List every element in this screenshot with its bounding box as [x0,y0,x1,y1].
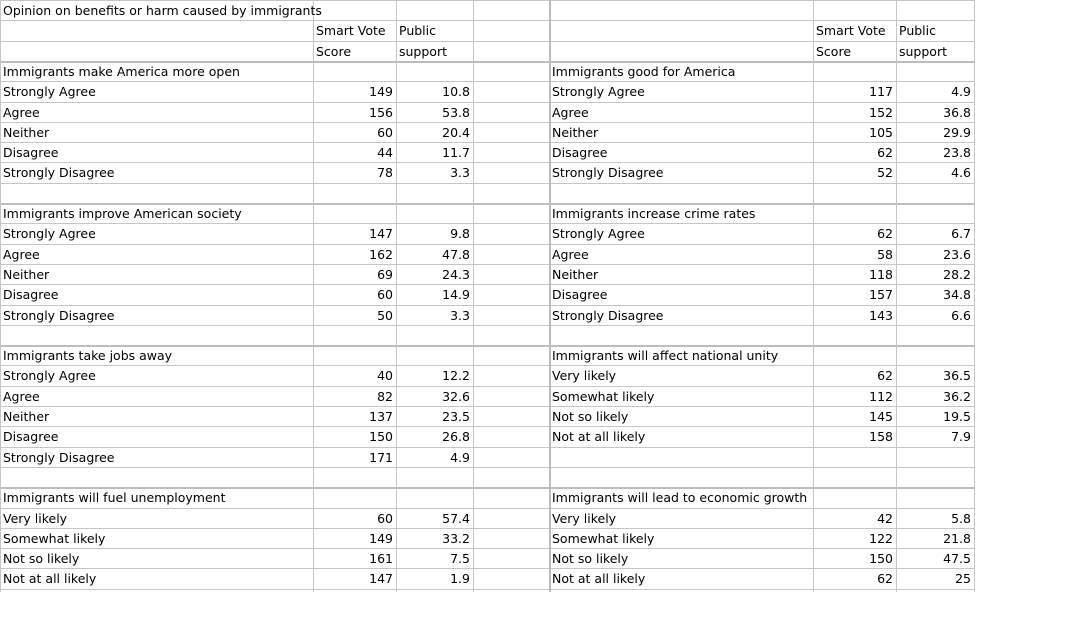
smart-vote-score-cell[interactable]: 152 [869,105,893,120]
public-support-cell[interactable]: 57.4 [442,511,470,526]
smart-vote-score-cell[interactable]: 40 [377,368,393,383]
smart-vote-score-cell[interactable]: 137 [369,409,393,424]
smart-vote-score-cell[interactable]: 78 [377,165,393,180]
response-label-cell[interactable]: Not so likely [552,551,629,566]
smart-vote-score-cell[interactable]: 112 [869,389,893,404]
smart-vote-score-cell[interactable]: 62 [877,571,893,586]
smart-vote-score-cell[interactable]: 150 [869,551,893,566]
public-support-cell[interactable]: 36.2 [943,389,971,404]
public-support-cell[interactable]: 10.8 [442,84,470,99]
header-score-line2[interactable]: Score [816,44,852,59]
row-gridline [0,183,974,184]
section-title-cell[interactable]: Immigrants increase crime rates [552,206,756,221]
header-support-line2[interactable]: support [399,44,447,59]
smart-vote-score-cell[interactable]: 58 [877,247,893,262]
smart-vote-score-cell[interactable]: 156 [369,105,393,120]
response-label-cell[interactable]: Neither [552,125,599,140]
public-support-cell[interactable]: 4.9 [951,84,971,99]
public-support-cell[interactable]: 25 [955,571,971,586]
section-title-cell[interactable]: Immigrants make America more open [3,64,240,79]
public-support-cell[interactable]: 7.9 [951,429,971,444]
public-support-cell[interactable]: 33.2 [442,531,470,546]
smart-vote-score-cell[interactable]: 60 [377,125,393,140]
smart-vote-score-cell[interactable]: 150 [369,429,393,444]
smart-vote-score-cell[interactable]: 162 [369,247,393,262]
smart-vote-score-cell[interactable]: 117 [869,84,893,99]
smart-vote-score-cell[interactable]: 161 [369,551,393,566]
smart-vote-score-cell[interactable]: 62 [877,368,893,383]
response-label-cell[interactable]: Somewhat likely [552,389,655,404]
public-support-cell[interactable]: 14.9 [442,287,470,302]
response-label-cell[interactable]: Strongly Disagree [3,308,115,323]
header-support-line1[interactable]: Public [899,23,936,38]
row-gridline [0,589,974,590]
public-support-cell[interactable]: 4.6 [951,165,971,180]
smart-vote-score-cell[interactable]: 42 [877,511,893,526]
response-label-cell[interactable]: Somewhat likely [552,531,655,546]
response-label-cell[interactable]: Agree [552,105,589,120]
response-label-cell[interactable]: Neither [3,409,50,424]
response-label-cell[interactable]: Not so likely [552,409,629,424]
smart-vote-score-cell[interactable]: 149 [369,84,393,99]
smart-vote-score-cell[interactable]: 60 [377,287,393,302]
section-title-cell[interactable]: Immigrants will lead to economic growth [552,490,808,505]
response-label-cell[interactable]: Disagree [3,287,59,302]
public-support-cell[interactable]: 6.6 [951,308,971,323]
public-support-cell[interactable]: 53.8 [442,105,470,120]
response-label-cell[interactable]: Strongly Agree [552,226,645,241]
header-score-line1[interactable]: Smart Vote [316,23,386,38]
response-label-cell[interactable]: Strongly Disagree [3,450,115,465]
response-label-cell[interactable]: Strongly Agree [3,368,96,383]
public-support-cell[interactable]: 3.3 [450,165,470,180]
public-support-cell[interactable]: 29.9 [943,125,971,140]
header-support-line2[interactable]: support [899,44,947,59]
public-support-cell[interactable]: 20.4 [442,125,470,140]
response-label-cell[interactable]: Somewhat likely [3,531,106,546]
response-label-cell[interactable]: Strongly Disagree [3,165,115,180]
smart-vote-score-cell[interactable]: 147 [369,226,393,241]
response-label-cell[interactable]: Strongly Agree [3,226,96,241]
public-support-cell[interactable]: 36.8 [943,105,971,120]
section-title-cell[interactable]: Immigrants good for America [552,64,736,79]
response-label-cell[interactable]: Not at all likely [552,429,646,444]
response-label-cell[interactable]: Agree [3,105,40,120]
response-label-cell[interactable]: Neither [3,125,50,140]
public-support-cell[interactable]: 47.5 [943,551,971,566]
public-support-cell[interactable]: 19.5 [943,409,971,424]
public-support-cell[interactable]: 23.5 [442,409,470,424]
response-label-cell[interactable]: Disagree [552,287,608,302]
public-support-cell[interactable]: 7.5 [450,551,470,566]
public-support-cell[interactable]: 1.9 [450,571,470,586]
public-support-cell[interactable]: 28.2 [943,267,971,282]
response-label-cell[interactable]: Strongly Disagree [552,308,664,323]
public-support-cell[interactable]: 26.8 [442,429,470,444]
smart-vote-score-cell[interactable]: 50 [377,308,393,323]
smart-vote-score-cell[interactable]: 69 [377,267,393,282]
response-label-cell[interactable]: Disagree [552,145,608,160]
public-support-cell[interactable]: 9.8 [450,226,470,241]
response-label-cell[interactable]: Not at all likely [552,571,646,586]
smart-vote-score-cell[interactable]: 147 [369,571,393,586]
smart-vote-score-cell[interactable]: 158 [869,429,893,444]
section-title-cell[interactable]: Immigrants take jobs away [3,348,173,363]
public-support-cell[interactable]: 21.8 [943,531,971,546]
response-label-cell[interactable]: Very likely [552,511,617,526]
public-support-cell[interactable]: 4.9 [450,450,470,465]
response-label-cell[interactable]: Agree [552,247,589,262]
public-support-cell[interactable]: 11.7 [442,145,470,160]
public-support-cell[interactable]: 23.6 [943,247,971,262]
smart-vote-score-cell[interactable]: 105 [869,125,893,140]
public-support-cell[interactable]: 12.2 [442,368,470,383]
smart-vote-score-cell[interactable]: 62 [877,226,893,241]
public-support-cell[interactable]: 5.8 [951,511,971,526]
smart-vote-score-cell[interactable]: 118 [869,267,893,282]
smart-vote-score-cell[interactable]: 52 [877,165,893,180]
smart-vote-score-cell[interactable]: 60 [377,511,393,526]
public-support-cell[interactable]: 3.3 [450,308,470,323]
header-support-line1[interactable]: Public [399,23,436,38]
public-support-cell[interactable]: 23.8 [943,145,971,160]
public-support-cell[interactable]: 47.8 [442,247,470,262]
response-label-cell[interactable]: Disagree [3,429,59,444]
response-label-cell[interactable]: Very likely [3,511,68,526]
public-support-cell[interactable]: 36.5 [943,368,971,383]
smart-vote-score-cell[interactable]: 62 [877,145,893,160]
public-support-cell[interactable]: 32.6 [442,389,470,404]
public-support-cell[interactable]: 6.7 [951,226,971,241]
smart-vote-score-cell[interactable]: 122 [869,531,893,546]
response-label-cell[interactable]: Not at all likely [3,571,97,586]
response-label-cell[interactable]: Very likely [552,368,617,383]
header-score-line2[interactable]: Score [316,44,352,59]
response-label-cell[interactable]: Strongly Disagree [552,165,664,180]
section-title-cell[interactable]: Immigrants will affect national unity [552,348,779,363]
public-support-cell[interactable]: 24.3 [442,267,470,282]
response-label-cell[interactable]: Neither [3,267,50,282]
section-title-cell[interactable]: Immigrants improve American society [3,206,242,221]
smart-vote-score-cell[interactable]: 82 [377,389,393,404]
response-label-cell[interactable]: Agree [3,247,40,262]
header-score-line1[interactable]: Smart Vote [816,23,886,38]
smart-vote-score-cell[interactable]: 145 [869,409,893,424]
smart-vote-score-cell[interactable]: 157 [869,287,893,302]
public-support-cell[interactable]: 34.8 [943,287,971,302]
response-label-cell[interactable]: Strongly Agree [3,84,96,99]
smart-vote-score-cell[interactable]: 149 [369,531,393,546]
response-label-cell[interactable]: Disagree [3,145,59,160]
response-label-cell[interactable]: Agree [3,389,40,404]
smart-vote-score-cell[interactable]: 171 [369,450,393,465]
smart-vote-score-cell[interactable]: 143 [869,308,893,323]
response-label-cell[interactable]: Not so likely [3,551,80,566]
smart-vote-score-cell[interactable]: 44 [377,145,393,160]
sheet-title-cell[interactable]: Opinion on benefits or harm caused by immigrants [3,3,322,18]
section-title-cell[interactable]: Immigrants will fuel unemployment [3,490,226,505]
response-label-cell[interactable]: Neither [552,267,599,282]
response-label-cell[interactable]: Strongly Agree [552,84,645,99]
